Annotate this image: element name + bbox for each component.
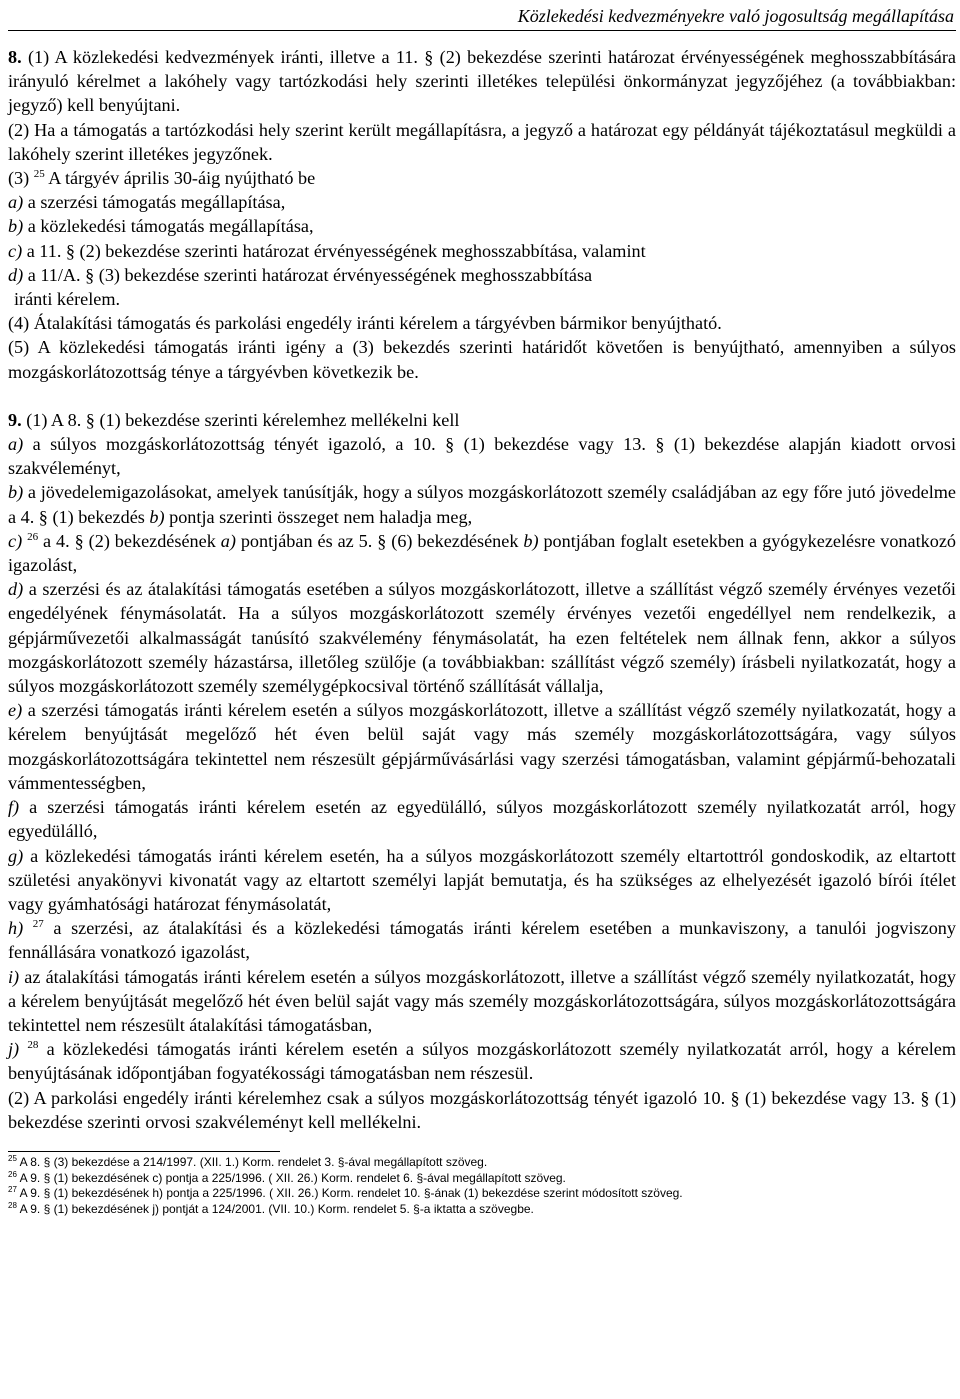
list-item-a: a) a súlyos mozgáskorlátozottság tényét igazoló, a 10. § (1) bekezdése vagy 13. § (1) bekezdése alapján kiadott orvosi szakvéleményt,: [8, 434, 956, 479]
list-item-f: f) a szerzési támogatás iránti kérelem esetén az egyedülálló, súlyos mozgáskorlátozott személy nyilatkozatát arról, hogy egyedülálló,: [8, 797, 956, 842]
footnote: $^{26}$ A 9. § (1) bekezdésének c) pontja a 225/1996. ( XII. 26.) Korm. rendelet 6. §-ával megállapított szöveg.: [8, 1169, 566, 1185]
list-item-e: e) a szerzési támogatás iránti kérelem esetén a súlyos mozgáskorlátozott, illetve a szállítást végző személy nyilatkozatát, hogy a kérelem benyújtását megelőző hét éven belül saját vagy más személy mozgáskorlátozottságára, vagy súlyos mozgáskorlátozottságára tekintettel nem részesült gépjárművásárlási vagy szerzési támogatásban, valamint gépjármű-behozatali vámmentességben,: [8, 700, 956, 793]
list-item-i: i) az átalakítási támogatás iránti kérelem esetén a súlyos mozgáskorlátozott, illetve a szállítást végző személy nyilatkozatát, hogy a kérelem benyújtását megelőző hét éven belül saját vagy más személy mozgáskorlátozottságára, súlyos mozgáskorlátozottságára tekintettel nem részesült átalakítási támogatásban,: [8, 966, 956, 1035]
section-8-para-3: (3) $^{25}$ A tárgyév április 30-áig nyújtható be: [8, 168, 316, 189]
list-item-b: b) a jövedelemigazolásokat, amelyek tanúsítják, hogy a súlyos mozgáskorlátozott személy családjában az egy főre jutó jövedelme a 4. § (1) bekezdés b) pontja szerinti összeget nem haladja meg,: [8, 482, 956, 527]
footnote-number: 28: [8, 1200, 17, 1210]
list-item-g: g) a közlekedési támogatás iránti kérelem esetén, ha a súlyos mozgáskorlátozott személy eltartottról gondoskodik, az eltartott születési anyakönyvi kivonatát vagy az eltartott személyi lapját bemutatja, és ha szükséges az elhelyezését igazoló bírói ítélet vagy gyámhatósági határozat fénymásolatát,: [8, 845, 956, 914]
page-header: [8, 0, 956, 30]
footnote-ref: 25: [33, 168, 45, 181]
footnote: $^{27}$ A 9. § (1) bekezdésének h) pontja a 225/1996. ( XII. 26.) Korm. rendelet 10. §-ának (1) bekezdése szerint módosított szöveg.: [8, 1185, 683, 1201]
section-8-para-1: 8. (1) A közlekedési kedvezmények iránti, illetve a 11. § (2) bekezdése szerinti határozat érvényességének meghosszabbítására irányuló kérelmet a lakóhely vagy tartózkodási hely szerinti illetékes települési önkormányzat jegyzőjéhez (a továbbiakban: jegyző) kell benyújtani.: [8, 47, 956, 116]
footnote-number: 27: [8, 1185, 17, 1195]
footnote-rule: [8, 1151, 280, 1152]
footnote: $^{28}$ A 9. § (1) bekezdésének j) pontját a 124/2001. (VII. 10.) Korm. rendelet 5. §-a iktatta a szövegbe.: [8, 1200, 534, 1216]
section-8-para-2: (2) Ha a támogatás a tartózkodási hely szerint került megállapításra, a jegyző a határozat egy példányát tájékoztatásul megküldi a lakóhely szerint illetékes jegyzőnek.: [8, 119, 956, 164]
header-rule: [8, 30, 956, 31]
list-item-a: a) a szerzési támogatás megállapítása,: [8, 192, 286, 213]
footnote-ref: 27: [32, 918, 44, 931]
list-item-d-continuation: iránti kérelem.: [14, 289, 121, 310]
section-number: 8.: [8, 47, 22, 67]
list-item-b: b) a közlekedési támogatás megállapítása,: [8, 216, 314, 237]
list-item-c: c) a 11. § (2) bekezdése szerinti határozat érvényességének meghosszabbítása, valamint: [8, 240, 646, 261]
list-item-c: c) $^{26}$ a 4. § (2) bekezdésének a) pontjában és az 5. § (6) bekezdésének b) pontjában foglalt esetekben a gyógykezelésre vonatkozó igazolást,: [8, 530, 957, 576]
footnote-ref: 26: [27, 530, 39, 543]
list-item-d: d) a szerzési és az átalakítási támogatás esetében a súlyos mozgáskorlátozott, illetve a szállítást végző személy érvényes vezetői engedélyének fénymásolatát. Ha a súlyos mozgáskorlátozott személy érvényes vezetői engedéllyel nem rendelkezik, a gépjárművezetői alkalmasságát tanúsító szakvélemény fénymásolatát, ha ezen feltételek nem állnak fenn, akkor a súlyos mozgáskorlátozott személy házastársa, illetőleg szülője (a továbbiakban: szállítást végző személy) írásbeli nyilatkozatát, hogy a súlyos mozgáskorlátozott személy személygépkocsival történő szállítását vállalja,: [8, 579, 956, 697]
section-8-para-4: (4) Átalakítási támogatás és parkolási engedély iránti kérelem a tárgyévben bármikor benyújtható.: [8, 313, 722, 334]
section-8-para-5: (5) A közlekedési támogatás iránti igény a (3) bekezdés szerinti határidőt követően is benyújtható, amennyiben a súlyos mozgáskorlátozottság ténye a tárgyévben következik be.: [8, 337, 956, 382]
footnote: $^{25}$ A 8. § (3) bekezdése a 214/1997. (XII. 1.) Korm. rendelet 3. §-ával megállapított szöveg.: [8, 1153, 488, 1169]
list-item-d: d) a 11/A. § (3) bekezdése szerinti határozat érvényességének meghosszabbítása: [8, 264, 593, 285]
section-9-para-2: (2) A parkolási engedély iránti kérelemhez csak a súlyos mozgáskorlátozottság tényét igazoló 10. § (1) bekezdése vagy 13. § (1) bekezdése szerinti orvosi szakvéleményt kell mellékelni.: [8, 1087, 956, 1132]
footnote-ref: 28: [27, 1039, 39, 1052]
document-page: [8, 0, 956, 1217]
section-gap: [8, 384, 956, 408]
list-item-h: h) $^{27}$ a szerzési, az átalakítási és a közlekedési támogatás iránti kérelem esetében a munkaviszony, a tanulói jogviszony fennállására vonatkozó igazolást,: [8, 918, 956, 963]
list-item-j: j) $^{28}$ a közlekedési támogatás iránti kérelem esetén a súlyos mozgáskorlátozott személy nyilatkozatát arról, hogy a kérelem benyújtásának időpontjában fogyatékossági támogatásban nem részesül.: [8, 1039, 956, 1084]
section-9-para-1: 9. (1) A 8. § (1) bekezdése szerinti kérelemhez mellékelni kell: [8, 409, 460, 430]
section-number: 9.: [8, 409, 22, 430]
footnote-number: 25: [8, 1153, 17, 1163]
footnote-number: 26: [8, 1169, 17, 1179]
header-title: Közlekedési kedvezményekre való jogosultság megállapítása: [517, 6, 954, 26]
